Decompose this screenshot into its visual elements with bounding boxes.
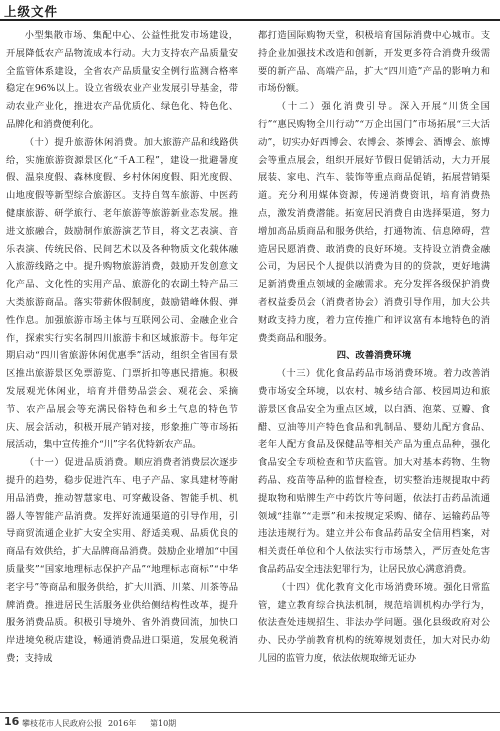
publication-year: 2016年 — [108, 719, 137, 728]
paragraph — [6, 134, 238, 454]
paragraph-text: 着力改善消费市场安全环境，以农村、城乡结合部、校园周边和旅游景区食品安全为重点区域，以白酒、泡菜、豆瓣、食醋、豆油等川产特色食品和乳制品、婴幼儿配方食品、老年人配方食品及保健品等相关产品为重点品种，强化食品安全专项检查和节庆监管。加大对基本药物、生物药品、疫苗等品种的监督检查，切实整治违规提取中药提取物和贴牌生产中药饮片等问题，依法打击药品流通领域“挂靠”“走票”和未按规定采购、储存、运输药品等违法违规行为。建立并公布食品药品安全信用档案，对相关责任单位和个人依法实行市场禁入，严厉查处危害食品药品安全违法犯罪行为，让居民放心满意消费。 — [258, 368, 490, 575]
paragraph-text: 小型集散市场、集配中心、公益性批发市场建设，开展降低农产品物流成本行动。大力支持农产品质量安全监管体系建设，全省农产品质量安全例行监测合格率稳定在96%以上。设立省级农业产业发展引导基金，带动农业产业化，推进农产品优质化、绿色化、特色化、品牌化和消费便利化。 — [6, 30, 238, 130]
paragraph-lead: （十一）促进品质消费。 — [24, 457, 135, 469]
paragraph-text: 都打造国际购物天堂，积极培育国际消费中心城市。支持企业加强技术改造和创新，开发更多符合消费升级需要的新产品、高端产品，扩大“四川造”产品的影响力和市场份额。 — [258, 30, 490, 95]
footer-rule — [0, 712, 500, 713]
header-rule — [0, 19, 500, 21]
page-header — [0, 0, 500, 22]
publication-issue: 第10期 — [150, 719, 177, 728]
paragraph — [258, 27, 490, 98]
page-number: 16 — [4, 715, 20, 728]
paragraph-text: 加大旅游产品和线路供给，实施旅游资源景区化“千A工程”，建设一批避暑度假、温泉度假、森林度假、乡村休闲度假、阳光度假、山地度假等新型综合旅游区。支持自驾车旅游、中医药健康旅游、研学旅行、老年旅游等旅游新业态发展。推进文旅融合，鼓励制作旅游演艺节目，将文艺表演、音乐表演、传统民俗、民间艺术以及各种物质文化载体融入旅游线路之中。提升购物旅游消费，鼓励开发创意文化产品、文化性的实用产品、旅游化的农副土特产品三大类旅游商品。落实带薪休假制度，鼓励错峰休假、弹性作息。加强旅游市场主体与互联网公司、金融企业合作，探索实行实名制四川旅游卡和区域旅游卡。每年定期启动“四川省旅游休闲优惠季”活动，组织全省国有景区推出旅游景区免票游览、门票折扣等惠民措施。积极发展观光休闲业，培育并借势品尝会、观花会、采摘节、农产品展会等充满民俗特色和乡土气息的特色节庆、展会活动，积极开展产销对接，形象推广等市场拓展活动，集中宣传推介“川”字名优特新农产品。 — [6, 136, 238, 451]
paragraph-lead: （十二）强化消费引导。 — [276, 101, 400, 113]
paragraph — [6, 27, 238, 134]
paragraph — [258, 98, 490, 347]
publication-name: 攀枝花市人民政府公报 — [22, 719, 102, 728]
paragraph-text: 顺应消费者消费层次逐步提升的趋势，稳步促进汽车、电子产品、家具建材等耐用品消费，推动智慧家电、可穿戴设备、智能手机、机器人等智能产品消费。发挥好流通渠道的引导作用，引导商贸流通企业扩大安全实用、舒适美观、品质优良的商品有效供给，扩大品牌商品消费。鼓励企业增加“中国质量奖”“国家地理标志保护产品”“地理标志商标”“中华老字号”等商品和服务供给，扩大川酒、川菜、川茶等品牌消费。推进居民生活服务业供给侧结构性改革，提升服务消费品质。积极引导境外、省外消费回流，加快口岸进境免税店建设，畅通消费品进口渠道，发展免税消费；支持成 — [6, 457, 238, 664]
paragraph-lead: （十三）优化食品药品市场消费环境。 — [276, 368, 444, 380]
section-label: 上级文件 — [4, 4, 59, 19]
paragraph — [258, 365, 490, 579]
paragraph — [6, 454, 238, 668]
paragraph — [258, 579, 490, 668]
page-footer — [0, 712, 500, 731]
paragraph-text: 强化日常监管，建立教育综合执法机制，规范培训机构办学行为，依法查处违规招生、非法办学问题。强化县级政府对公办、民办学前教育机构的统筹规划责任，加大对民办幼儿园的监管力度，依法依规取缔无证办 — [258, 581, 490, 664]
section-heading: 四、改善消费环境 — [336, 350, 412, 362]
paragraph-lead: （十四）优化教育文化市场消费环境。 — [276, 581, 444, 593]
paragraph-text: 深入开展“川货全国行”“惠民购物全川行动”“万企出国门”市场拓展“三大活动”，切实办好西博会、农博会、茶博会、酒博会、旅博会等重点展会，组织开展好节假日促销活动，大力开展展装、家电、汽车、装饰等重点商品促销，拓展营销渠道。充分利用媒体资源，传递消费资讯，培育消费热点，激发消费潜能。拓宽居民消费自由选择渠道，努力增加高品质商品和服务供给，打通物流、信息障碍，营造居民愿消费、敢消费的良好环境。支持设立消费金融公司，为居民个人提供以消费为目的的贷款，更好地满足新消费重点领域的金融需求。充分发挥各级保护消费者权益委员会（消费者协会）消费引导作用，加大公共财政支持力度，着力宣传推广和评议富有本地特色的消费类商品和服务。 — [258, 101, 490, 344]
left-column — [6, 27, 238, 687]
right-column — [258, 27, 490, 687]
paragraph-lead: （十）提升旅游休闲消费。 — [24, 136, 144, 148]
